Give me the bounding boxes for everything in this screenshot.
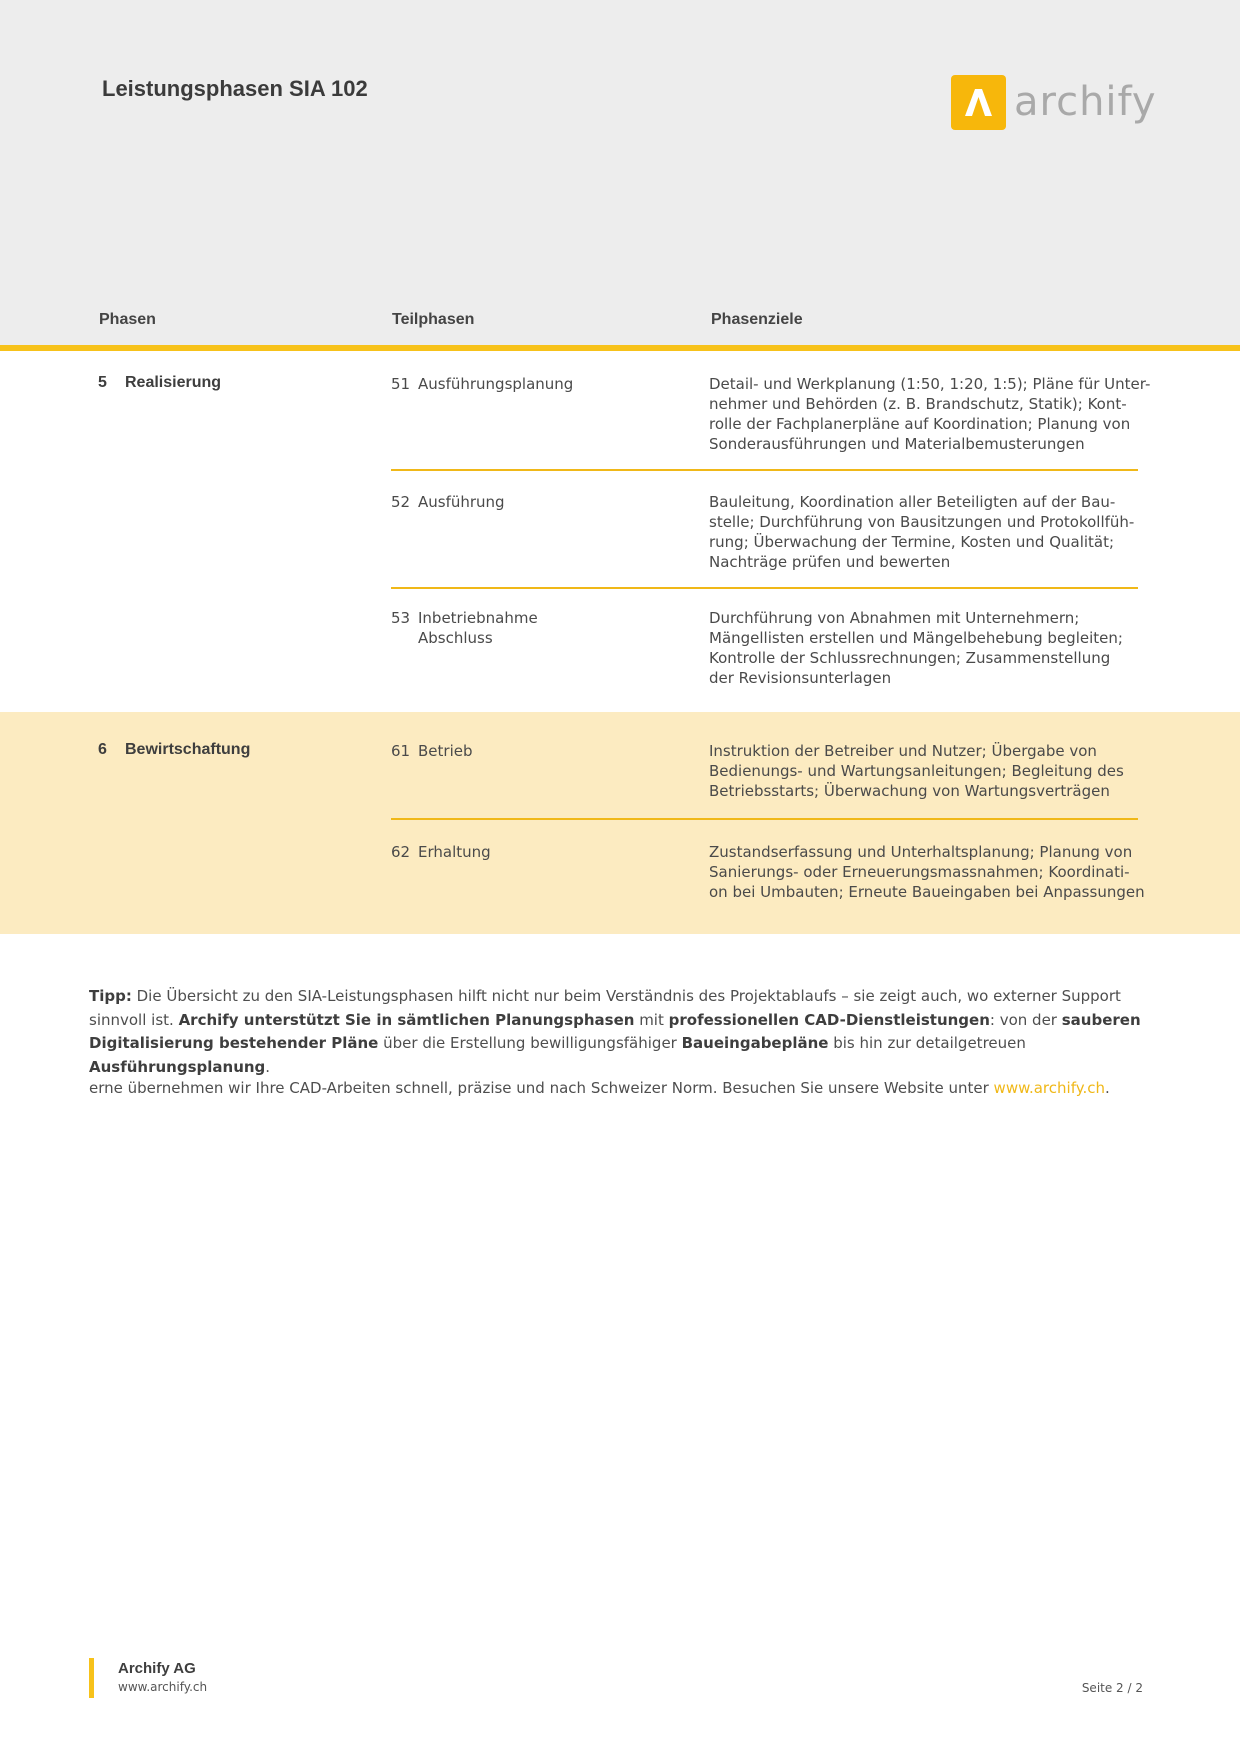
subphase-number: 52	[391, 493, 411, 511]
column-header-phasenziele: Phasenziele	[711, 311, 803, 328]
tip-emphasis: Ausführungsplanung	[89, 1057, 266, 1076]
goal-line: rolle der Fachplanerpläne auf Koordination; Planung von	[709, 415, 1131, 433]
goal-line: nehmer und Behörden (z. B. Brandschutz, Statik); Kont-	[709, 395, 1127, 413]
subphase-number: 62	[391, 843, 411, 861]
tip-emphasis: Baueingabepläne	[681, 1034, 829, 1052]
header-rule	[0, 345, 1240, 351]
goal-62	[709, 842, 1169, 902]
subphase-name-continued: Abschluss	[418, 629, 493, 647]
subphase-53	[391, 608, 538, 648]
footer-url[interactable]: www.archify.ch	[118, 1680, 208, 1694]
goal-line: Sonderausführungen und Materialbemusterungen	[709, 435, 1085, 453]
phase-row-5	[98, 374, 221, 392]
goal-line: Instruktion der Betreiber und Nutzer; Übergabe von	[709, 742, 1097, 760]
goal-line: Betriebsstarts; Überwachung von Wartungsverträgen	[709, 782, 1110, 800]
goal-61	[709, 741, 1169, 801]
tip-emphasis: professionellen CAD-Dienstleistungen	[668, 1010, 990, 1029]
tip-text: mit	[634, 1010, 669, 1029]
subphase-name: Inbetriebnahme	[418, 609, 538, 627]
tip-label: Tipp:	[89, 987, 132, 1005]
tip-text: : von der	[989, 1010, 1062, 1029]
goal-53	[709, 608, 1169, 688]
subphase-name: Ausführung	[418, 493, 505, 511]
tip-text: bis hin zur detailgetreuen	[828, 1034, 1026, 1052]
website-link[interactable]: www.archify.ch	[993, 1079, 1105, 1097]
goal-line: on bei Umbauten; Erneute Baueingaben bei Anpassungen	[709, 883, 1145, 901]
subphase-number: 51	[391, 375, 411, 393]
subphase-name: Ausführungsplanung	[418, 375, 574, 393]
contact-paragraph	[89, 1077, 1149, 1100]
tip-paragraph	[89, 985, 1149, 1079]
row-divider	[391, 469, 1138, 471]
contact-text: erne übernehmen wir Ihre CAD-Arbeiten schnell, präzise und nach Schweizer Norm. Besuchen Sie unsere Website unter	[89, 1079, 994, 1097]
subphase-number: 61	[391, 742, 411, 760]
phase-name: Realisierung	[125, 374, 222, 391]
footer-company: Archify AG	[118, 1660, 196, 1677]
subphase-51	[391, 374, 573, 394]
phase-row-6	[98, 741, 250, 759]
subphase-name: Betrieb	[418, 742, 473, 760]
tip-emphasis: sauberen Digitalisierung bestehender Pläne	[89, 1010, 1141, 1052]
phase-number: 6	[98, 741, 107, 758]
goal-line: Nachträge prüfen und bewerten	[709, 553, 951, 571]
goal-line: rung; Überwachung der Termine, Kosten und Qualität;	[709, 533, 1115, 551]
tip-emphasis: Archify unterstützt Sie in sämtlichen Planungsphasen	[178, 1010, 635, 1029]
row-divider	[391, 818, 1138, 820]
goal-line: Durchführung von Abnahmen mit Unternehmern;	[709, 609, 1080, 627]
logo-mark-icon	[951, 75, 1006, 130]
phase-name: Bewirtschaftung	[125, 741, 251, 758]
logo-wordmark: archify	[1014, 79, 1157, 125]
row-divider	[391, 587, 1138, 589]
footer-accent-bar	[89, 1658, 94, 1698]
tip-text: Die Übersicht zu den SIA-Leistungsphasen hilft nicht nur beim Verständnis des Projektablaufs – sie zeigt auch, wo externer Support sinnvoll ist.	[89, 987, 1121, 1029]
goal-line: Mängellisten erstellen und Mängelbehebung begleiten;	[709, 629, 1123, 647]
goal-line: der Revisionsunterlagen	[709, 669, 892, 687]
header-band	[0, 0, 1240, 346]
subphase-name: Erhaltung	[418, 843, 491, 861]
goal-line: Sanierungs- oder Erneuerungsmassnahmen; Koordinati-	[709, 863, 1130, 881]
goal-line: Bauleitung, Koordination aller Beteiligten auf der Bau-	[709, 493, 1116, 511]
page-number: Seite 2 / 2	[1081, 1681, 1143, 1695]
goal-line: Detail- und Werkplanung (1:50, 1:20, 1:5); Pläne für Unter-	[709, 375, 1151, 393]
subphase-61	[391, 741, 473, 761]
goal-52	[709, 492, 1169, 572]
goal-line: stelle; Durchführung von Bausitzungen und Protokollfüh-	[709, 513, 1135, 531]
column-header-teilphasen: Teilphasen	[392, 311, 475, 328]
subphase-52	[391, 492, 505, 512]
tip-text: .	[265, 1057, 271, 1076]
goal-line: Kontrolle der Schlussrechnungen; Zusammenstellung	[709, 649, 1111, 667]
goal-line: Bedienungs- und Wartungsanleitungen; Begleitung des	[709, 762, 1124, 780]
goal-line: Zustandserfassung und Unterhaltsplanung; Planung von	[709, 843, 1133, 861]
tip-text: über die Erstellung bewilligungsfähiger	[378, 1034, 682, 1052]
page-title: Leistungsphasen SIA 102	[102, 76, 368, 101]
column-header-phasen: Phasen	[99, 311, 156, 328]
subphase-number: 53	[391, 609, 411, 627]
contact-text-end: .	[1104, 1079, 1110, 1097]
archify-logo	[951, 74, 1157, 130]
subphase-62	[391, 842, 491, 862]
phase-number: 5	[98, 374, 107, 391]
goal-51	[709, 374, 1169, 454]
